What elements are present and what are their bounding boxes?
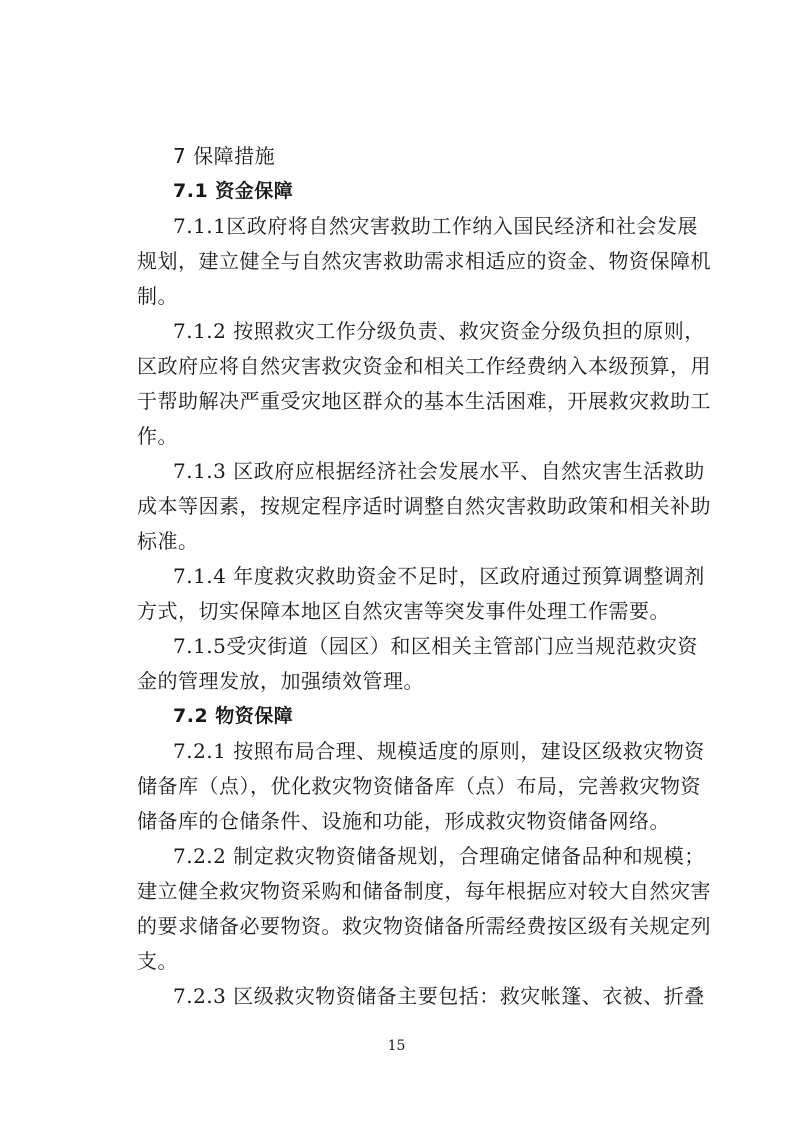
paragraph-line: 7.1.1区政府将自然灾害救助工作纳入国民经济和社会发展 bbox=[173, 214, 698, 238]
paragraph-line: 7.1.2 按照救灾工作分级负责、救灾资金分级负担的原则， bbox=[173, 319, 705, 343]
paragraph-line: 区政府应将自然灾害救灾资金和相关工作经费纳入本级预算，用 bbox=[137, 354, 711, 378]
paragraph-line: 7.2.1 按照布局合理、规模适度的原则，建设区级救灾物资 bbox=[173, 739, 705, 763]
paragraph-line: 方式，切实保障本地区自然灾害等突发事件处理工作需要。 bbox=[137, 599, 670, 623]
paragraph-line: 7.1.5受灾街道（园区）和区相关主管部门应当规范救灾资 bbox=[173, 634, 698, 658]
paragraph-line: 7.2.3 区级救灾物资储备主要包括：救灾帐篷、衣被、折叠 bbox=[173, 984, 705, 1008]
paragraph-line: 储备库（点），优化救灾物资储备库（点）布局，完善救灾物资 bbox=[137, 774, 701, 798]
page-number: 15 bbox=[387, 1038, 406, 1054]
paragraph-line: 成本等因素，按规定程序适时调整自然灾害救助政策和相关补助 bbox=[137, 494, 711, 518]
subsection-title-materials: 7.2 物资保障 bbox=[173, 705, 294, 727]
paragraph-line: 的要求储备必要物资。救灾物资储备所需经费按区级有关规定列 bbox=[137, 914, 711, 938]
paragraph-line: 作。 bbox=[137, 424, 178, 448]
paragraph-line: 规划，建立健全与自然灾害救助需求相适应的资金、物资保障机 bbox=[137, 249, 711, 273]
paragraph-line: 标准。 bbox=[137, 529, 199, 553]
paragraph-line: 金的管理发放，加强绩效管理。 bbox=[137, 669, 424, 693]
paragraph-line: 7.2.2 制定救灾物资储备规划，合理确定储备品种和规模； bbox=[173, 844, 705, 868]
paragraph-line: 7.1.3 区政府应根据经济社会发展水平、自然灾害生活救助 bbox=[173, 459, 705, 483]
subsection-title-funds: 7.1 资金保障 bbox=[173, 180, 294, 202]
paragraph-line: 储备库的仓储条件、设施和功能，形成救灾物资储备网络。 bbox=[137, 809, 670, 833]
paragraph-line: 支。 bbox=[137, 949, 178, 973]
section-title: 7 保障措施 bbox=[173, 144, 276, 168]
paragraph-line: 制。 bbox=[137, 284, 178, 308]
paragraph-line: 建立健全救灾物资采购和储备制度，每年根据应对较大自然灾害 bbox=[137, 879, 711, 903]
paragraph-line: 7.1.4 年度救灾救助资金不足时，区政府通过预算调整调剂 bbox=[173, 564, 705, 588]
paragraph-line: 于帮助解决严重受灾地区群众的基本生活困难，开展救灾救助工 bbox=[137, 389, 711, 413]
